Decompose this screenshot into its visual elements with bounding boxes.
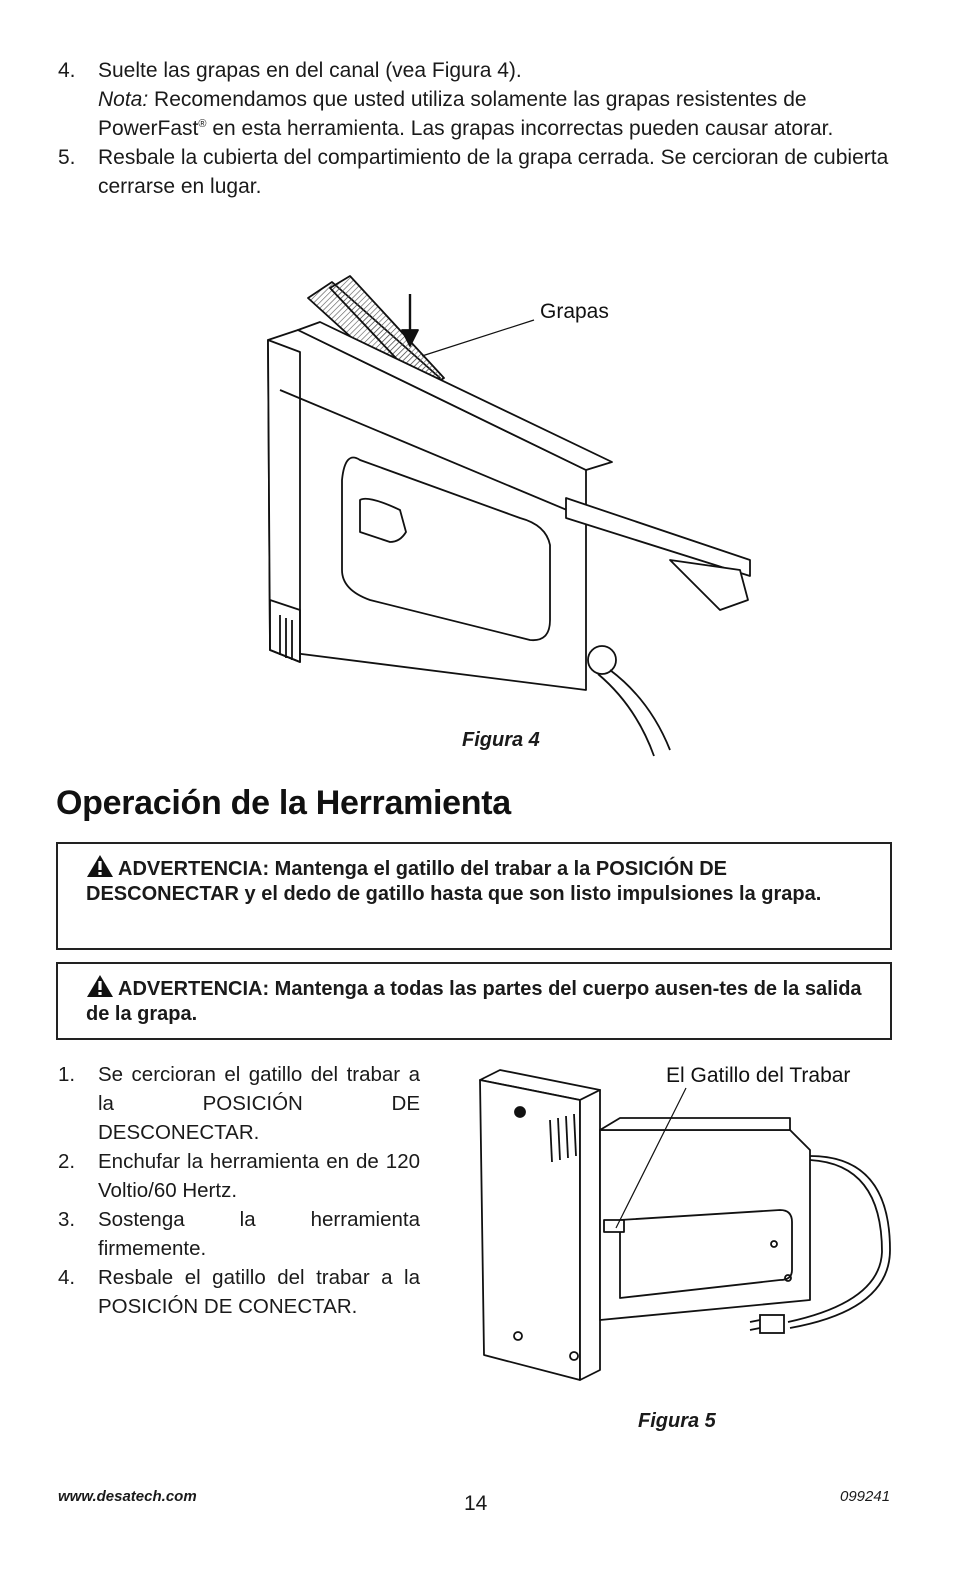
step-number: 4. xyxy=(58,59,76,82)
operation-steps-list xyxy=(58,1060,420,1321)
note-label: Nota: xyxy=(98,88,149,111)
warning-text-1: ADVERTENCIA: Mantenga el gatillo del trabar a la POSICIÓN DE DESCONECTAR y el dedo de gatillo hasta que son listo impulsiones la grapa. xyxy=(86,858,822,905)
warning-triangle-icon xyxy=(86,854,114,883)
operation-step xyxy=(58,1147,420,1205)
operation-step xyxy=(58,1263,420,1321)
warning-text-2: ADVERTENCIA: Mantenga a todas las partes del cuerpo ausen-tes de la salida de la grapa. xyxy=(86,978,862,1025)
registered-mark: ® xyxy=(198,118,207,130)
figure-5-illustration xyxy=(470,1060,900,1390)
warning-box-1 xyxy=(56,842,892,950)
step-text: Resbale el gatillo del trabar a la POSICIÓN DE CONECTAR. xyxy=(98,1266,420,1318)
page-number: 14 xyxy=(464,1492,488,1515)
step-text: Sostenga la herramienta firmemente. xyxy=(98,1208,420,1260)
footer-website: www.desatech.com xyxy=(58,1488,197,1505)
step-text: Suelte las grapas en del canal (vea Figura 4). xyxy=(98,59,522,82)
figure-4-caption: Figura 4 xyxy=(462,729,540,751)
step-text: Se cercioran el gatillo del trabar a la POSICIÓN DE DESCONECTAR. xyxy=(98,1063,420,1144)
step-number: 3. xyxy=(58,1208,76,1231)
note xyxy=(98,85,898,143)
instruction-step-5 xyxy=(58,143,898,201)
step-number: 4. xyxy=(58,1266,76,1289)
warning-triangle-icon xyxy=(86,974,114,1003)
step-number: 2. xyxy=(58,1150,76,1173)
operation-step xyxy=(58,1060,420,1147)
note-text-a: Recomendamos que usted utiliza solamente las grapas resistentes de PowerFast xyxy=(98,88,807,140)
instruction-list-top xyxy=(58,56,898,201)
figure-5-label: El Gatillo del Trabar xyxy=(666,1064,851,1087)
instruction-step-4 xyxy=(58,56,898,143)
figure-5-caption: Figura 5 xyxy=(638,1410,716,1432)
note-text-b: en esta herramienta. Las grapas incorrectas pueden causar atorar. xyxy=(206,117,834,140)
step-number: 5. xyxy=(58,146,76,169)
document-number: 099241 xyxy=(840,1488,891,1505)
figure-4-label: Grapas xyxy=(540,300,609,323)
section-title: Operación de la Herramienta xyxy=(56,784,511,822)
warning-box-2 xyxy=(56,962,892,1040)
operation-step xyxy=(58,1205,420,1263)
step-text: Resbale la cubierta del compartimiento de la grapa cerrada. Se cercioran de cubierta cerrarse en lugar. xyxy=(98,146,889,198)
step-text: Enchufar la herramienta en de 120 Voltio/60 Hertz. xyxy=(98,1150,420,1202)
step-number: 1. xyxy=(58,1063,76,1086)
figure-4-illustration xyxy=(250,270,810,760)
